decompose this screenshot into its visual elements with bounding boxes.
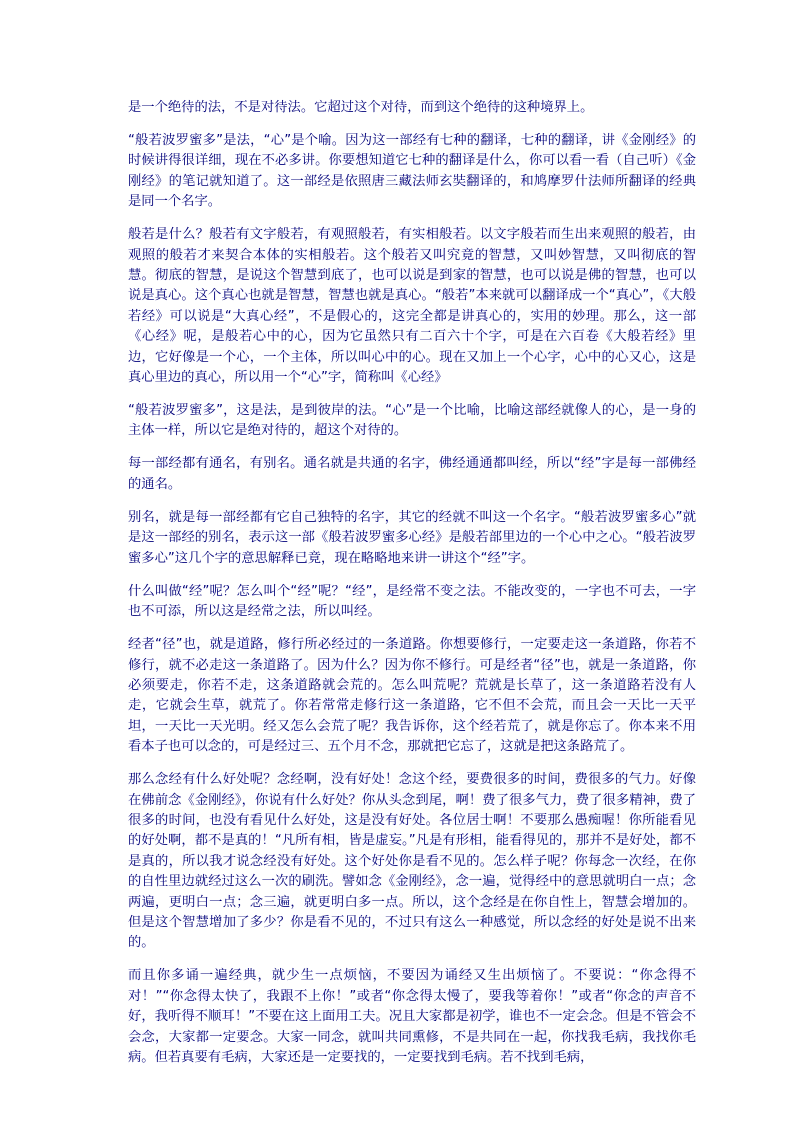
paragraph: 别名，就是每一部经都有它自己独特的名字，其它的经就不叫这一个名字。“般若波罗蜜多心”就是这一部经的别名，表示这一部《般若波罗蜜多心经》是般若部里边的一个心中之心。“般若波罗蜜多心”这几个字的意思解释已竟，现在略略地来讲一讲这个“经”字。 — [128, 509, 696, 566]
paragraph: 经者“径”也，就是道路，修行所必经过的一条道路。你想要修行，一定要走这一条道路，你若不修行，就不必走这一条道路了。因为什么？因为你不修行。可是经者“径”也，就是一条道路，你必须要走，你若不走，这条道路就会荒的。怎么叫荒呢？荒就是长草了，这一条道路若没有人走，它就会生草，就荒了。你若常常走修行这一条道路，它不但不会荒，而且会一天比一天平坦，一天比一天光明。经又怎么会荒了呢？我告诉你，这个经若荒了，就是你忘了。你本来不用看本子也可以念的，可是经过三、五个月不念，那就把它忘了，这就是把这条路荒了。 — [128, 637, 696, 755]
paragraph: 而且你多诵一遍经典，就少生一点烦恼，不要因为诵经又生出烦恼了。不要说：“你念得不对！”“你念得太快了，我跟不上你！”或者“你念得太慢了，要我等着你！”或者“你念的声音不好，我听得不顺耳！”不要在这上面用工夫。况且大家都是初学，谁也不一定会念。但是不管会不会念，大家都一定要念。大家一同念，就叫共同熏修，不是共同在一起，你找我毛病，我找你毛病。但若真要有毛病，大家还是一定要找的，一定要找到毛病。若不找到毛病， — [128, 968, 696, 1065]
document-body — [128, 98, 696, 1081]
paragraph: “般若波罗蜜多”，这是法，是到彼岸的法。“心”是一个比喻，比喻这部经就像人的心，是一身的主体一样，所以它是绝对待的，超这个对待的。 — [128, 403, 696, 439]
paragraph: 般若是什么？般若有文字般若，有观照般若，有实相般若。以文字般若而生出来观照的般若，由观照的般若才来契合本体的实相般若。这个般若又叫究竟的智慧，又叫妙智慧，又叫彻底的智慧。彻底的智慧，是说这个智慧到底了，也可以说是到家的智慧，也可以说是佛的智慧，也可以说是真心。这个真心也就是智慧，智慧也就是真心。“般若”本来就可以翻译成一个“真心”，《大般若经》可以说是“大真心经”，不是假心的，这完全都是讲真心的，实用的妙理。那么，这一部《心经》呢，是般若心中的心，因为它虽然只有二百六十个字，可是在六百卷《大般若经》里边，它好像是一个心，一个主体，所以叫心中的心。现在又加上一个心字，心中的心又心，这是真心里边的真心，所以用一个“心”字，简称叫《心经》 — [128, 227, 696, 386]
paragraph: 那么念经有什么好处呢？念经啊，没有好处！念这个经，要费很多的时间，费很多的气力。好像在佛前念《金刚经》，你说有什么好处？你从头念到尾，啊！费了很多气力，费了很多精神，费了很多的时间，也没有看见什么好处，这是没有好处。各位居士啊！不要那么愚痴喔！你所能看见的好处啊，都不是真的！“凡所有相，皆是虚妄。”凡是有形相，能看得见的，那并不是好处，都不是真的，所以我才说念经没有好处。这个好处你是看不见的。怎么样子呢？你每念一次经，在你的自性里边就经过这么一次的刷洗。譬如念《金刚经》，念一遍，觉得经中的意思就明白一点；念两遍，更明白一点；念三遍，就更明白多一点。所以，这个念经是在你自性上，智慧会增加的。但是这个智慧增加了多少？你是看不见的，不过只有这么一种感觉，所以念经的好处是说不出来的。 — [128, 772, 696, 951]
paragraph: 是一个绝待的法，不是对待法。它超过这个对待，而到这个绝待的这种境界上。 — [128, 100, 594, 115]
paragraph: “般若波罗蜜多”是法，“心”是个喻。因为这一部经有七种的翻译，七种的翻译，讲《金刚经》的时候讲得很详细，现在不必多讲。你要想知道它七种的翻译是什么，你可以看一看（自己听）《金刚经》的笔记就知道了。这一部经是依照唐三藏法师玄奘翻译的，和鸠摩罗什法师所翻译的经典是同一个名字。 — [128, 133, 696, 210]
paragraph: 每一部经都有通名，有别名。通名就是共通的名字，佛经通通都叫经，所以“经”字是每一部佛经的通名。 — [128, 456, 696, 492]
paragraph: 什么叫做“经”呢？怎么叫个“经”呢？“经”，是经常不变之法。不能改变的，一字也不可去，一字也不可添，所以这是经常之法，所以叫经。 — [128, 583, 696, 620]
